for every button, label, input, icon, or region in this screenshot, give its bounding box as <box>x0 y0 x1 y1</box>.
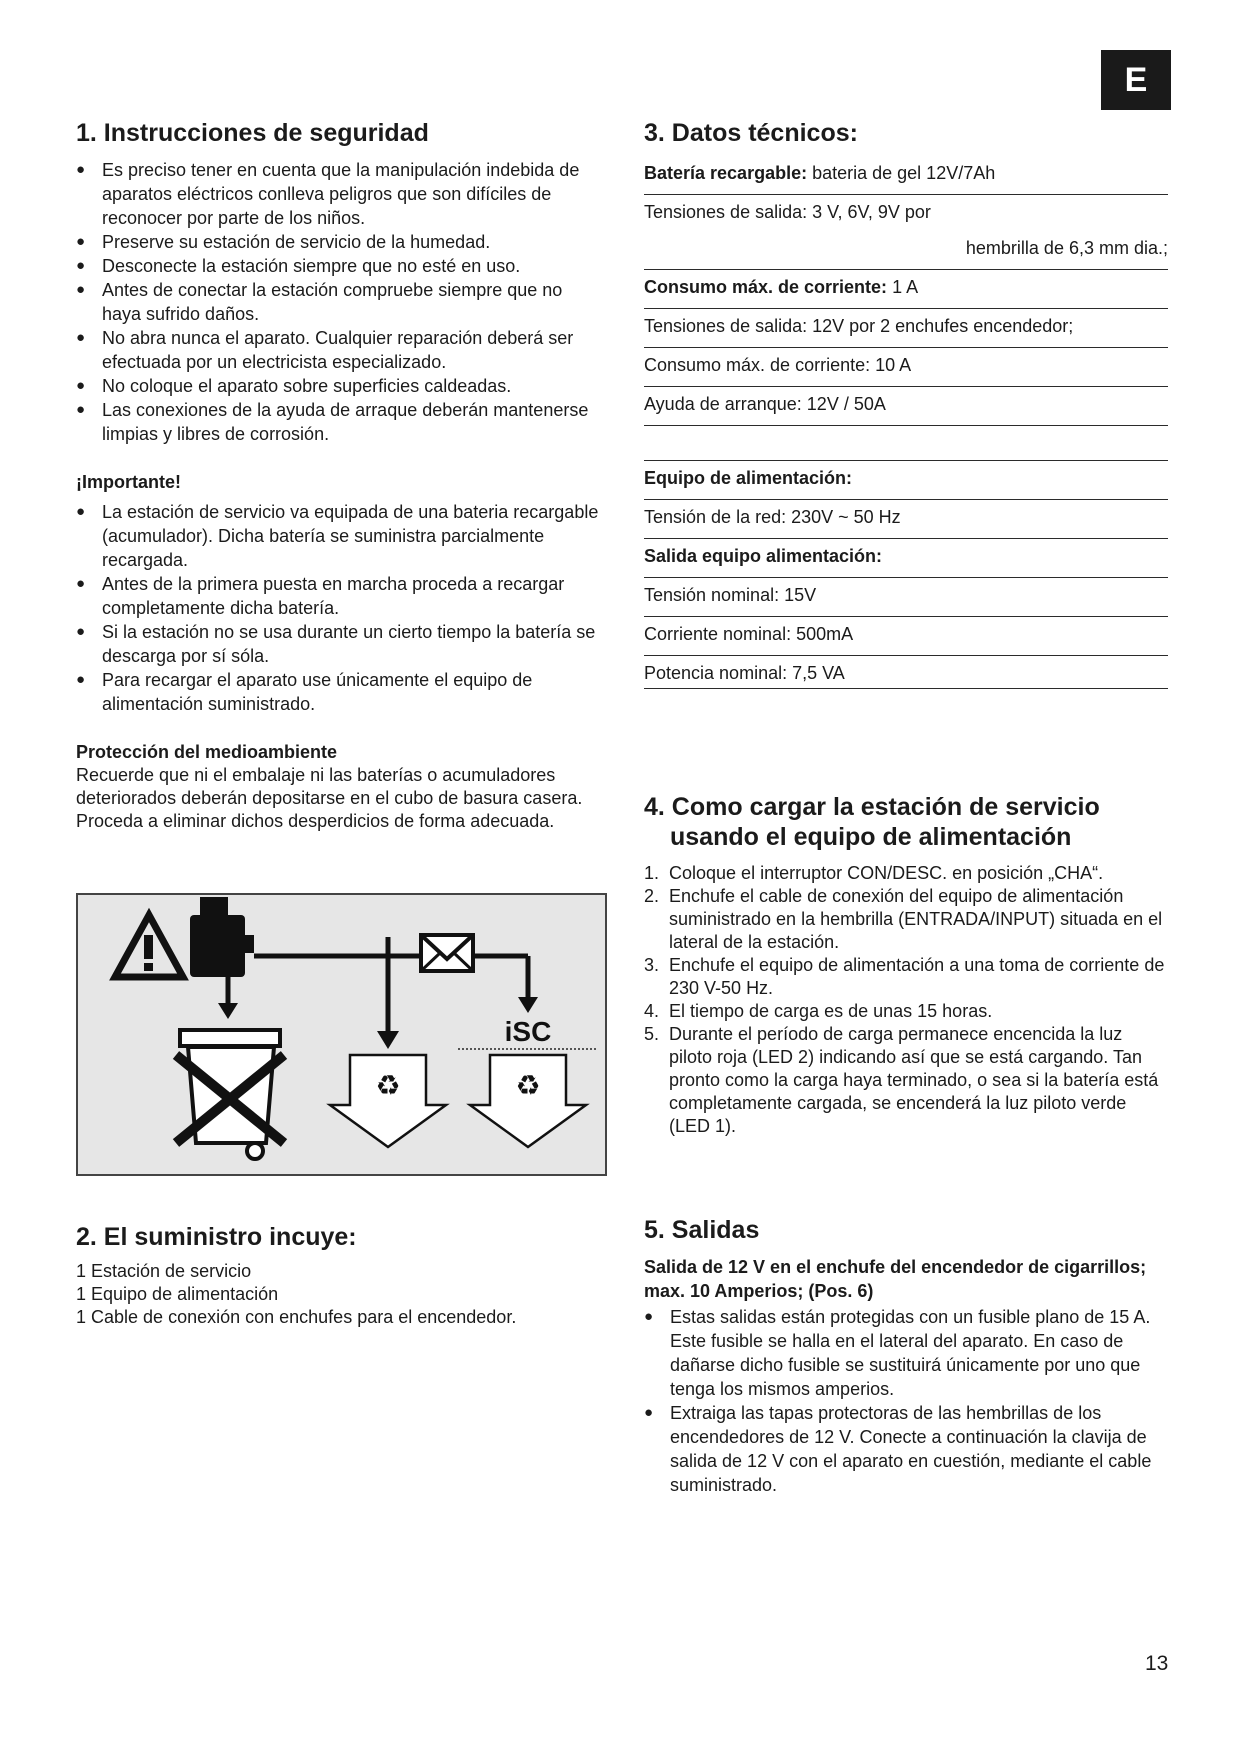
recycle-icon <box>330 1055 446 1147</box>
safety-bullet: ● No abra nunca el aparato. Cualquier reparación deberá ser efectuada por un electricista especializado. <box>76 326 606 374</box>
left-column <box>76 118 606 833</box>
spec-mains-voltage: Tensión de la red: 230V ~ 50 Hz <box>644 500 1168 539</box>
section-1-title: 1. Instrucciones de seguridad <box>76 119 429 147</box>
step-text: Enchufe el cable de conexión del equipo de alimentación suministrado en la hembrilla (ENTRADA/INPUT) situada en el lateral de la estación. <box>669 886 1163 952</box>
recycle-icon <box>470 1055 586 1147</box>
step-text: Durante el período de carga permanece encencida la luz piloto roja (LED 2) indicando así que se está cargando. Tan pronto como la carga haya terminado, o sea si la batería está completamente cargada, se encenderá la luz piloto verde (LED 1). <box>669 1024 1159 1136</box>
crossed-bin-icon <box>176 1030 284 1159</box>
section-4-title: 4. Como cargar la estación de servicio <box>644 793 1100 821</box>
warning-icon <box>115 915 183 977</box>
section-5-title: 5. Salidas <box>644 1216 760 1244</box>
outputs-subheading: Salida de 12 V en el enchufe del encendedor de cigarrillos; max. 10 Amperios; (Pos. 6) <box>644 1257 1147 1301</box>
spec-output-line1: Tensiones de salida: 3 V, 6V, 9V por <box>644 202 931 222</box>
important-bullet: ● Si la estación no se usa durante un cierto tiempo la batería se descarga por sí sóla. <box>76 620 606 668</box>
charge-step <box>644 1000 1168 1023</box>
step-number: 5. <box>644 1024 660 1044</box>
safety-bullet: ● No coloque el aparato sobre superficies caldeadas. <box>76 374 606 398</box>
isc-logo-text: iSC <box>504 1016 552 1047</box>
spec-consumption-1-label: Consumo máx. de corriente: <box>644 277 888 297</box>
safety-bullet: ● Desconecte la estación siempre que no esté en uso. <box>76 254 606 278</box>
spec-spacer-row <box>644 426 1168 461</box>
svg-text:♻: ♻ <box>375 1069 401 1102</box>
outputs-bullet: ● Extraiga las tapas protectoras de las hembrillas de los encendedores de 12 V. Conecte a continuación la clavija de salida de 12 V con el aparato en cuestión, mediante el cable suministrado. <box>644 1401 1168 1497</box>
spec-consumption-1-value: 1 A <box>887 277 919 297</box>
safety-bullet: ● Preserve su estación de servicio de la humedad. <box>76 230 606 254</box>
safety-bullet: ● Antes de conectar la estación compruebe siempre que no haya sufrido daños. <box>76 278 606 326</box>
step-text: El tiempo de carga es de unas 15 horas. <box>669 1001 993 1021</box>
section-4 <box>644 792 1168 1138</box>
svg-text:♻: ♻ <box>515 1069 541 1102</box>
important-bullet: ● Para recargar el aparato use únicamente el equipo de alimentación suministrado. <box>76 668 606 716</box>
section-4-title-line2: usando el equipo de alimentación <box>670 823 1072 851</box>
mail-icon <box>421 935 473 971</box>
charge-step <box>644 885 1168 954</box>
disposal-diagram <box>78 895 605 1174</box>
spec-nominal-power: Potencia nominal: 7,5 VA <box>644 656 1168 689</box>
spec-battery-value: bateria de gel 12V/7Ah <box>807 163 996 183</box>
step-number: 1. <box>644 863 660 883</box>
safety-bullet: ● Las conexiones de la ayuda de arraque deberán mantenerse limpias y libres de corrosión. <box>76 398 606 446</box>
environment-heading: Protección del medioambiente <box>76 742 338 762</box>
spec-output-12v: Tensiones de salida: 12V por 2 enchufes encendedor; <box>644 309 1168 348</box>
language-tab: E <box>1101 50 1171 110</box>
page-number: 13 <box>1145 1652 1169 1675</box>
battery-icon <box>190 897 254 977</box>
spec-power-supply-heading: Equipo de alimentación: <box>644 461 1168 500</box>
safety-bullet: ● Es preciso tener en cuenta que la manipulación indebida de aparatos eléctricos conlleva peligros que son difíciles de reconocer por parte de los niños. <box>76 158 606 230</box>
supply-item: 1 Equipo de alimentación <box>76 1284 279 1304</box>
section-5 <box>644 1215 1168 1497</box>
outputs-bullet: ● Estas salidas están protegidas con un fusible plano de 15 A. Este fusible se halla en el lateral del aparato. En caso de dañarse dicho fusible se sustituirá únicamente por uno que tenga los mismos amperios. <box>644 1305 1168 1401</box>
section-3 <box>644 118 1168 689</box>
section-3-title: 3. Datos técnicos: <box>644 119 858 147</box>
spec-output-voltages <box>644 195 1168 270</box>
charge-step <box>644 954 1168 1000</box>
step-number: 4. <box>644 1001 660 1021</box>
spec-output-heading: Salida equipo alimentación: <box>644 539 1168 578</box>
spec-jump-start: Ayuda de arranque: 12V / 50A <box>644 387 1168 426</box>
important-heading: ¡Importante! <box>76 472 181 492</box>
spec-nominal-voltage: Tensión nominal: 15V <box>644 578 1168 617</box>
spec-consumption-2: Consumo máx. de corriente: 10 A <box>644 348 1168 387</box>
spec-battery <box>644 156 1168 195</box>
spec-battery-label: Batería recargable: <box>644 163 808 183</box>
supply-item: 1 Estación de servicio <box>76 1261 252 1281</box>
important-bullet: ● Antes de la primera puesta en marcha proceda a recargar completamente dicha batería. <box>76 572 606 620</box>
supply-item: 1 Cable de conexión con enchufes para el encendedor. <box>76 1307 517 1327</box>
environment-text: Recuerde que ni el embalaje ni las baterías o acumuladores deteriorados deberán depositarse en el cubo de basura casera. Proceda a eliminar dichos desperdicios de forma adecuada. <box>76 765 583 831</box>
spec-consumption-1 <box>644 270 1168 309</box>
step-text: Enchufe el equipo de alimentación a una toma de corriente de 230 V-50 Hz. <box>669 955 1165 998</box>
disposal-figure <box>76 893 607 1176</box>
section-2 <box>76 1222 606 1329</box>
isc-logo <box>458 1016 598 1049</box>
charge-step <box>644 1023 1168 1138</box>
spec-output-line2: hembrilla de 6,3 mm dia.; <box>965 238 1168 258</box>
spec-nominal-current: Corriente nominal: 500mA <box>644 617 1168 656</box>
important-bullet: ● La estación de servicio va equipada de una bateria recargable (acumulador). Dicha batería se suministra parcialmente recargada. <box>76 500 606 572</box>
step-text: Coloque el interruptor CON/DESC. en posición „CHA“. <box>669 863 1104 883</box>
step-number: 2. <box>644 886 660 906</box>
step-number: 3. <box>644 955 660 975</box>
charge-step <box>644 862 1168 885</box>
section-2-title: 2. El suministro incuye: <box>76 1223 357 1251</box>
